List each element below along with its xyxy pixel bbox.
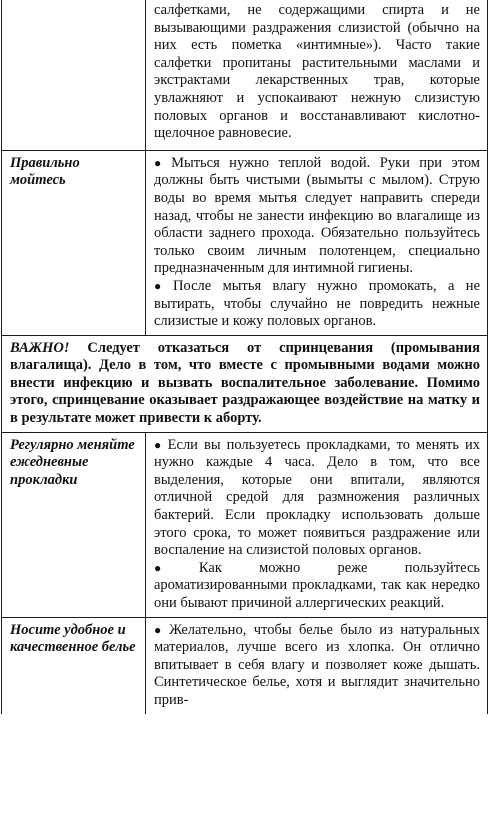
bullet-text: Как можно реже пользуйтесь ароматизированными прокладками, так как нередко они бывают причиной аллергических реакций.	[154, 559, 480, 611]
table-row-pads	[2, 432, 488, 617]
row-label-wash: Правильно мойтесь	[2, 150, 146, 335]
row-label-pads: Регулярно меняйте ежедневные прокладки	[2, 432, 146, 617]
bullet-icon: ●	[154, 622, 166, 637]
bullet-icon: ●	[154, 437, 164, 452]
bullet-text: После мытья влагу нужно промокать, а не вытирать, чтобы случайно не повредить нежные слизистые и кожу половых органов.	[154, 277, 481, 330]
bullet-item	[154, 437, 480, 560]
bullet-icon: ●	[154, 560, 195, 575]
bullet-item	[154, 622, 480, 710]
bullet-text: Желательно, чтобы белье было из натуральных материалов, лучше всего из хлопка. Он отлично впитывает в себя влагу и позволяет коже дышать. Синтетическое белье, хотя и выглядит значительно прив-	[154, 621, 480, 708]
table-row-wash	[2, 150, 488, 335]
row-label-underwear: Носите удобное и качественное белье	[2, 617, 146, 713]
bullet-icon: ●	[154, 155, 168, 170]
bullet-item	[154, 278, 480, 331]
warning-text: Следует отказаться от спринцевания (промывания влагалища). Дело в том, что вместе с промывными водами можно внести инфекцию и вызвать воспалительное заболевание. Помимо этого, спринцевание оказывает раздражающее воздействие на матку и в результате может привести к аборту.	[10, 339, 480, 427]
bullet-text: Мыться нужно теплой водой. Руки при этом должны быть чистыми (вымыты с мылом). Струю воды во время мытья следует направить спереди назад, чтобы не занести инфекцию во влагалище из области заднего прохода. Обязательно пользуйтесь только своим личным полотенцем, специально предназначенным для интимной гигиены.	[154, 154, 480, 277]
row-text-pads	[146, 432, 488, 617]
table-row-underwear	[2, 617, 488, 713]
bullet-icon: ●	[154, 278, 170, 293]
row-text-underwear	[146, 617, 488, 713]
warning-label: ВАЖНО!	[10, 339, 70, 356]
table-row-warning	[2, 335, 488, 432]
continued-paragraph: салфетками, не содержащими спирта и не вызывающими раздражения слизистой (обычно на них есть пометка «интимные»). Часто такие салфетки пропитаны растительными маслами и экстрактами лекарственных трав, которые увлажняют и успокаивают нежную слизистую половых органов и восстанавливают кислотно-щелочное равновесие.	[154, 2, 480, 142]
row-label-empty	[2, 0, 146, 150]
row-text-wash	[146, 150, 488, 335]
warning-note	[2, 335, 488, 432]
bullet-item	[154, 155, 480, 278]
hygiene-tips-table	[1, 0, 488, 714]
table-row-continued	[2, 0, 488, 150]
row-text-continued	[146, 0, 488, 150]
bullet-item	[154, 560, 480, 613]
bullet-text: Если вы пользуетесь прокладками, то менять их нужно каждые 4 часа. Дело в том, что все выделения, которые они впитали, являются отличной средой для размножения различных бактерий. Если прокладку использовать дольше этого срока, то может появиться раздражение или воспаление на слизистой половых органов.	[154, 436, 481, 559]
